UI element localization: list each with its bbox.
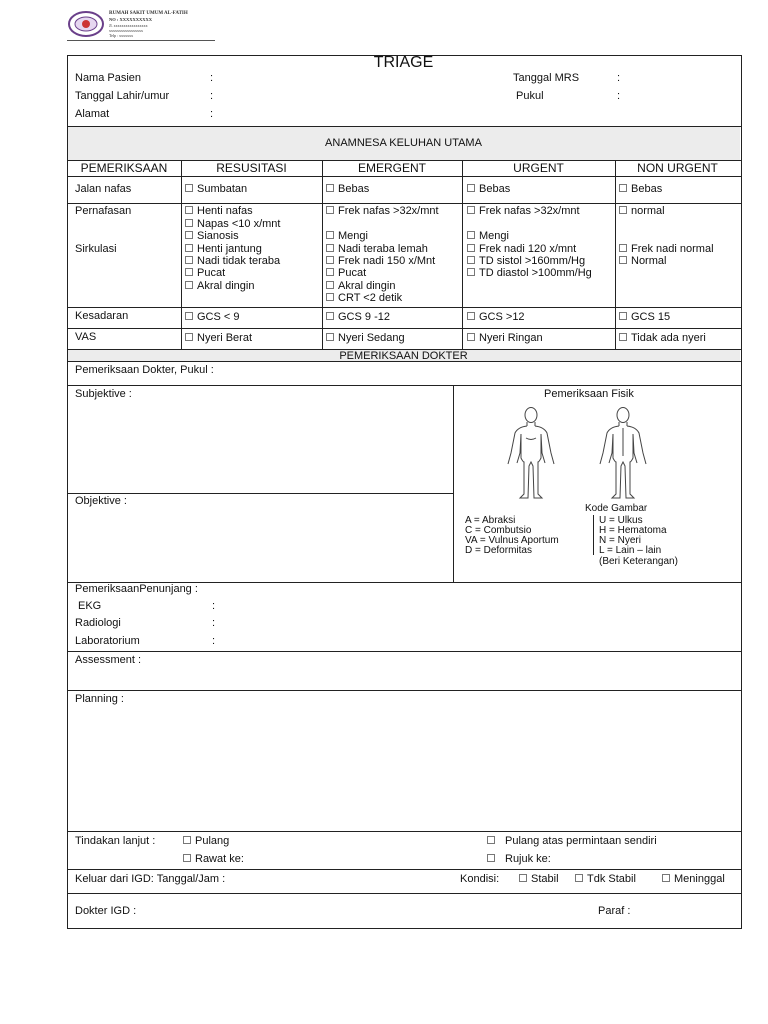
checkbox-icon[interactable] — [326, 268, 334, 276]
checkbox-icon[interactable] — [185, 219, 193, 227]
doctor-igd-label: Dokter IGD : — [75, 905, 137, 917]
paraf-label: Paraf : — [598, 905, 631, 917]
checkbox-icon[interactable] — [619, 312, 627, 320]
hospital-info — [109, 11, 215, 38]
checkbox-icon[interactable] — [467, 184, 475, 192]
checkbox-icon[interactable] — [619, 206, 627, 214]
code-vulnus: VA = Vulnus Aportum — [465, 535, 559, 546]
admission-date-colon: : — [617, 72, 621, 84]
row-label-vas: VAS — [75, 331, 97, 343]
condition-stabil[interactable]: Stabil — [519, 873, 559, 885]
patient-name-colon: : — [210, 72, 214, 84]
checkbox-icon[interactable] — [326, 206, 334, 214]
hospital-logo-icon — [67, 10, 105, 40]
hospital-header — [67, 10, 215, 41]
body-back-icon — [592, 406, 654, 500]
objective-label: Objektive : — [75, 495, 127, 507]
checkbox-icon[interactable] — [519, 874, 527, 882]
option-nyeri-sedang[interactable]: Nyeri Sedang — [326, 332, 405, 344]
code-note: (Beri Keterangan) — [599, 556, 678, 567]
checkbox-icon[interactable] — [326, 281, 334, 289]
header-pemeriksaan: PEMERIKSAAN — [80, 161, 168, 175]
followup-rujuk[interactable]: Rujuk ke: — [487, 853, 551, 865]
code-legend-title: Kode Gambar — [585, 503, 648, 514]
checkbox-icon[interactable] — [467, 256, 475, 264]
divider — [181, 160, 182, 349]
option-tidak-ada-nyeri[interactable]: Tidak ada nyeri — [619, 332, 706, 344]
code-divider — [593, 515, 594, 555]
checkbox-icon[interactable] — [619, 244, 627, 252]
option-emergent-akral-dingin[interactable]: Akral dingin — [326, 280, 395, 292]
option-sianosis[interactable]: Sianosis — [185, 230, 239, 242]
divider — [67, 893, 741, 894]
patient-dob-colon: : — [210, 90, 214, 102]
followup-rawat[interactable]: Rawat ke: — [183, 853, 244, 865]
checkbox-icon[interactable] — [467, 268, 475, 276]
option-emergent-mengi[interactable]: Mengi — [326, 230, 368, 242]
option-henti-nafas[interactable]: Henti nafas — [185, 205, 253, 217]
code-deformitas: D = Deformitas — [465, 545, 532, 556]
option-gcs-15[interactable]: GCS 15 — [619, 311, 670, 323]
code-abrasion: A = Abraksi — [465, 515, 516, 526]
checkbox-icon[interactable] — [619, 333, 627, 341]
option-henti-jantung[interactable]: Henti jantung — [185, 243, 262, 255]
option-emergent-pucat[interactable]: Pucat — [326, 267, 366, 279]
checkbox-icon[interactable] — [326, 244, 334, 252]
support-radiologi-label: Radiologi — [75, 617, 121, 629]
checkbox-icon[interactable] — [487, 836, 495, 844]
assessment-label: Assessment : — [75, 654, 142, 666]
condition-tdk-stabil[interactable]: Tdk Stabil — [575, 873, 636, 885]
option-nadi-150[interactable]: Frek nadi 150 x/Mnt — [326, 255, 435, 267]
row-label-jalan-nafas: Jalan nafas — [75, 183, 132, 195]
option-nadi-normal[interactable]: Frek nadi normal — [619, 243, 714, 255]
checkbox-icon[interactable] — [185, 244, 193, 252]
code-combustio: C = Combutsio — [465, 525, 532, 536]
admission-time-label: Pukul — [516, 90, 544, 102]
code-lain: L = Lain – lain — [599, 545, 662, 556]
row-label-kesadaran: Kesadaran — [75, 310, 129, 322]
header-emergent: EMERGENT — [357, 161, 426, 175]
checkbox-icon[interactable] — [467, 206, 475, 214]
checkbox-icon[interactable] — [467, 312, 475, 320]
divider — [67, 126, 741, 127]
header-urgent: URGENT — [513, 161, 564, 175]
condition-label: Kondisi: — [460, 873, 500, 885]
checkbox-icon[interactable] — [185, 231, 193, 239]
admission-time-colon: : — [617, 90, 621, 102]
body-front-icon — [500, 406, 562, 500]
option-nonurgent-bebas[interactable]: Bebas — [619, 183, 662, 195]
hospital-address-2: xxxxxxxxxxxxxxxxx — [109, 27, 143, 33]
checkbox-icon[interactable] — [487, 854, 495, 862]
option-gcs-12[interactable]: GCS >12 — [467, 311, 525, 323]
patient-address-colon: : — [210, 108, 214, 120]
code-nyeri: N = Nyeri — [599, 535, 641, 546]
option-td-diastol[interactable]: TD diastol >100mm/Hg — [467, 267, 592, 279]
followup-pulang-atas-permintaan[interactable]: Pulang atas permintaan sendiri — [487, 835, 657, 847]
option-nadi-lemah[interactable]: Nadi teraba lemah — [326, 243, 428, 255]
option-emergent-frek-nafas[interactable]: Frek nafas >32x/mnt — [326, 205, 439, 217]
option-td-sistol[interactable]: TD sistol >160mm/Hg — [467, 255, 585, 267]
option-nyeri-berat[interactable]: Nyeri Berat — [185, 332, 252, 344]
patient-name-label: Nama Pasien — [75, 72, 142, 84]
option-nadi-120[interactable]: Frek nadi 120 x/mnt — [467, 243, 576, 255]
subjective-label: Subjektive : — [75, 388, 132, 400]
divider — [67, 493, 453, 494]
condition-meninggal[interactable]: Meninggal — [662, 873, 725, 885]
row-label-pernafasan: Pernafasan — [75, 205, 132, 217]
patient-dob-label: Tanggal Lahir/umur — [75, 90, 170, 102]
divider — [67, 328, 741, 329]
hospital-number: NO : XXXXXXXXXX — [109, 17, 152, 22]
followup-pulang[interactable]: Pulang — [183, 835, 229, 847]
physical-exam-label: Pemeriksaan Fisik — [544, 388, 634, 400]
doctor-exam-time-label: Pemeriksaan Dokter, Pukul : — [75, 364, 214, 376]
option-sirkulasi-normal[interactable]: Normal — [619, 255, 666, 267]
option-nonurgent-normal[interactable]: normal — [619, 205, 665, 217]
admission-date-label: Tanggal MRS — [513, 72, 580, 84]
patient-address-label: Alamat — [75, 108, 110, 120]
checkbox-icon[interactable] — [326, 256, 334, 264]
divider — [67, 307, 741, 308]
checkbox-icon[interactable] — [662, 874, 670, 882]
divider — [615, 160, 616, 349]
option-emergent-bebas[interactable]: Bebas — [326, 183, 369, 195]
divider — [67, 690, 741, 691]
divider — [67, 203, 741, 204]
hospital-phone: Telp : xxxxxxx — [109, 32, 134, 38]
hospital-address: Jl. xxxxxxxxxxxxxxxxx — [109, 22, 148, 28]
divider — [67, 869, 741, 870]
hospital-name: RUMAH SAKIT UMUM AL-FATIH — [109, 11, 188, 16]
checkbox-icon[interactable] — [185, 333, 193, 341]
option-urgent-frek-nafas[interactable]: Frek nafas >32x/mnt — [467, 205, 580, 217]
option-napas-lambat[interactable]: Napas <10 x/mnt — [185, 218, 280, 230]
header-resusitasi: RESUSITASI — [216, 161, 287, 175]
checkbox-icon[interactable] — [185, 268, 193, 276]
option-nadi-tidak-teraba[interactable]: Nadi tidak teraba — [185, 255, 280, 267]
checkbox-icon[interactable] — [467, 333, 475, 341]
checkbox-icon[interactable] — [185, 256, 193, 264]
divider — [67, 385, 741, 386]
checkbox-icon[interactable] — [619, 256, 627, 264]
option-crt[interactable]: CRT <2 detik — [326, 292, 402, 304]
support-ekg-label: EKG — [78, 600, 102, 612]
checkbox-icon[interactable] — [467, 231, 475, 239]
checkbox-icon[interactable] — [185, 206, 193, 214]
option-sumbatan[interactable]: Sumbatan — [185, 183, 247, 195]
option-resusitasi-akral-dingin[interactable]: Akral dingin — [185, 280, 254, 292]
checkbox-icon[interactable] — [326, 312, 334, 320]
option-resusitasi-pucat[interactable]: Pucat — [185, 267, 225, 279]
divider — [453, 385, 454, 582]
divider — [322, 160, 323, 349]
checkbox-icon[interactable] — [185, 184, 193, 192]
checkbox-icon[interactable] — [575, 874, 583, 882]
doctor-exam-title: PEMERIKSAAN DOKTER — [339, 350, 468, 362]
support-exam-title: PemeriksaanPenunjang : — [75, 583, 198, 595]
checkbox-icon[interactable] — [326, 333, 334, 341]
code-hematoma: H = Hematoma — [599, 525, 667, 536]
option-gcs-9-12[interactable]: GCS 9 -12 — [326, 311, 390, 323]
support-lab-label: Laboratorium — [75, 635, 140, 647]
anamnesa-title: ANAMNESA KELUHAN UTAMA — [325, 137, 482, 149]
divider — [67, 651, 741, 652]
checkbox-icon[interactable] — [183, 836, 191, 844]
checkbox-icon[interactable] — [185, 281, 193, 289]
checkbox-icon[interactable] — [467, 244, 475, 252]
option-urgent-mengi[interactable]: Mengi — [467, 230, 509, 242]
divider — [462, 160, 463, 349]
code-ulkus: U = Ulkus — [599, 515, 643, 526]
support-lab-colon: : — [212, 635, 216, 647]
divider — [67, 176, 741, 177]
planning-label: Planning : — [75, 693, 124, 705]
support-radiologi-colon: : — [212, 617, 216, 629]
divider — [67, 831, 741, 832]
header-non-urgent: NON URGENT — [637, 161, 718, 175]
support-ekg-colon: : — [212, 600, 216, 612]
option-nyeri-ringan[interactable]: Nyeri Ringan — [467, 332, 543, 344]
row-label-sirkulasi: Sirkulasi — [75, 243, 117, 255]
checkbox-icon[interactable] — [183, 854, 191, 862]
checkbox-icon[interactable] — [326, 293, 334, 301]
discharge-label: Keluar dari IGD: Tanggal/Jam : — [75, 873, 226, 885]
checkbox-icon[interactable] — [619, 184, 627, 192]
checkbox-icon[interactable] — [185, 312, 193, 320]
checkbox-icon[interactable] — [326, 231, 334, 239]
followup-label: Tindakan lanjut : — [75, 835, 156, 847]
divider — [67, 361, 741, 362]
checkbox-icon[interactable] — [326, 184, 334, 192]
option-urgent-bebas[interactable]: Bebas — [467, 183, 510, 195]
form-title: TRIAGE — [373, 54, 434, 71]
option-gcs-9[interactable]: GCS < 9 — [185, 311, 240, 323]
